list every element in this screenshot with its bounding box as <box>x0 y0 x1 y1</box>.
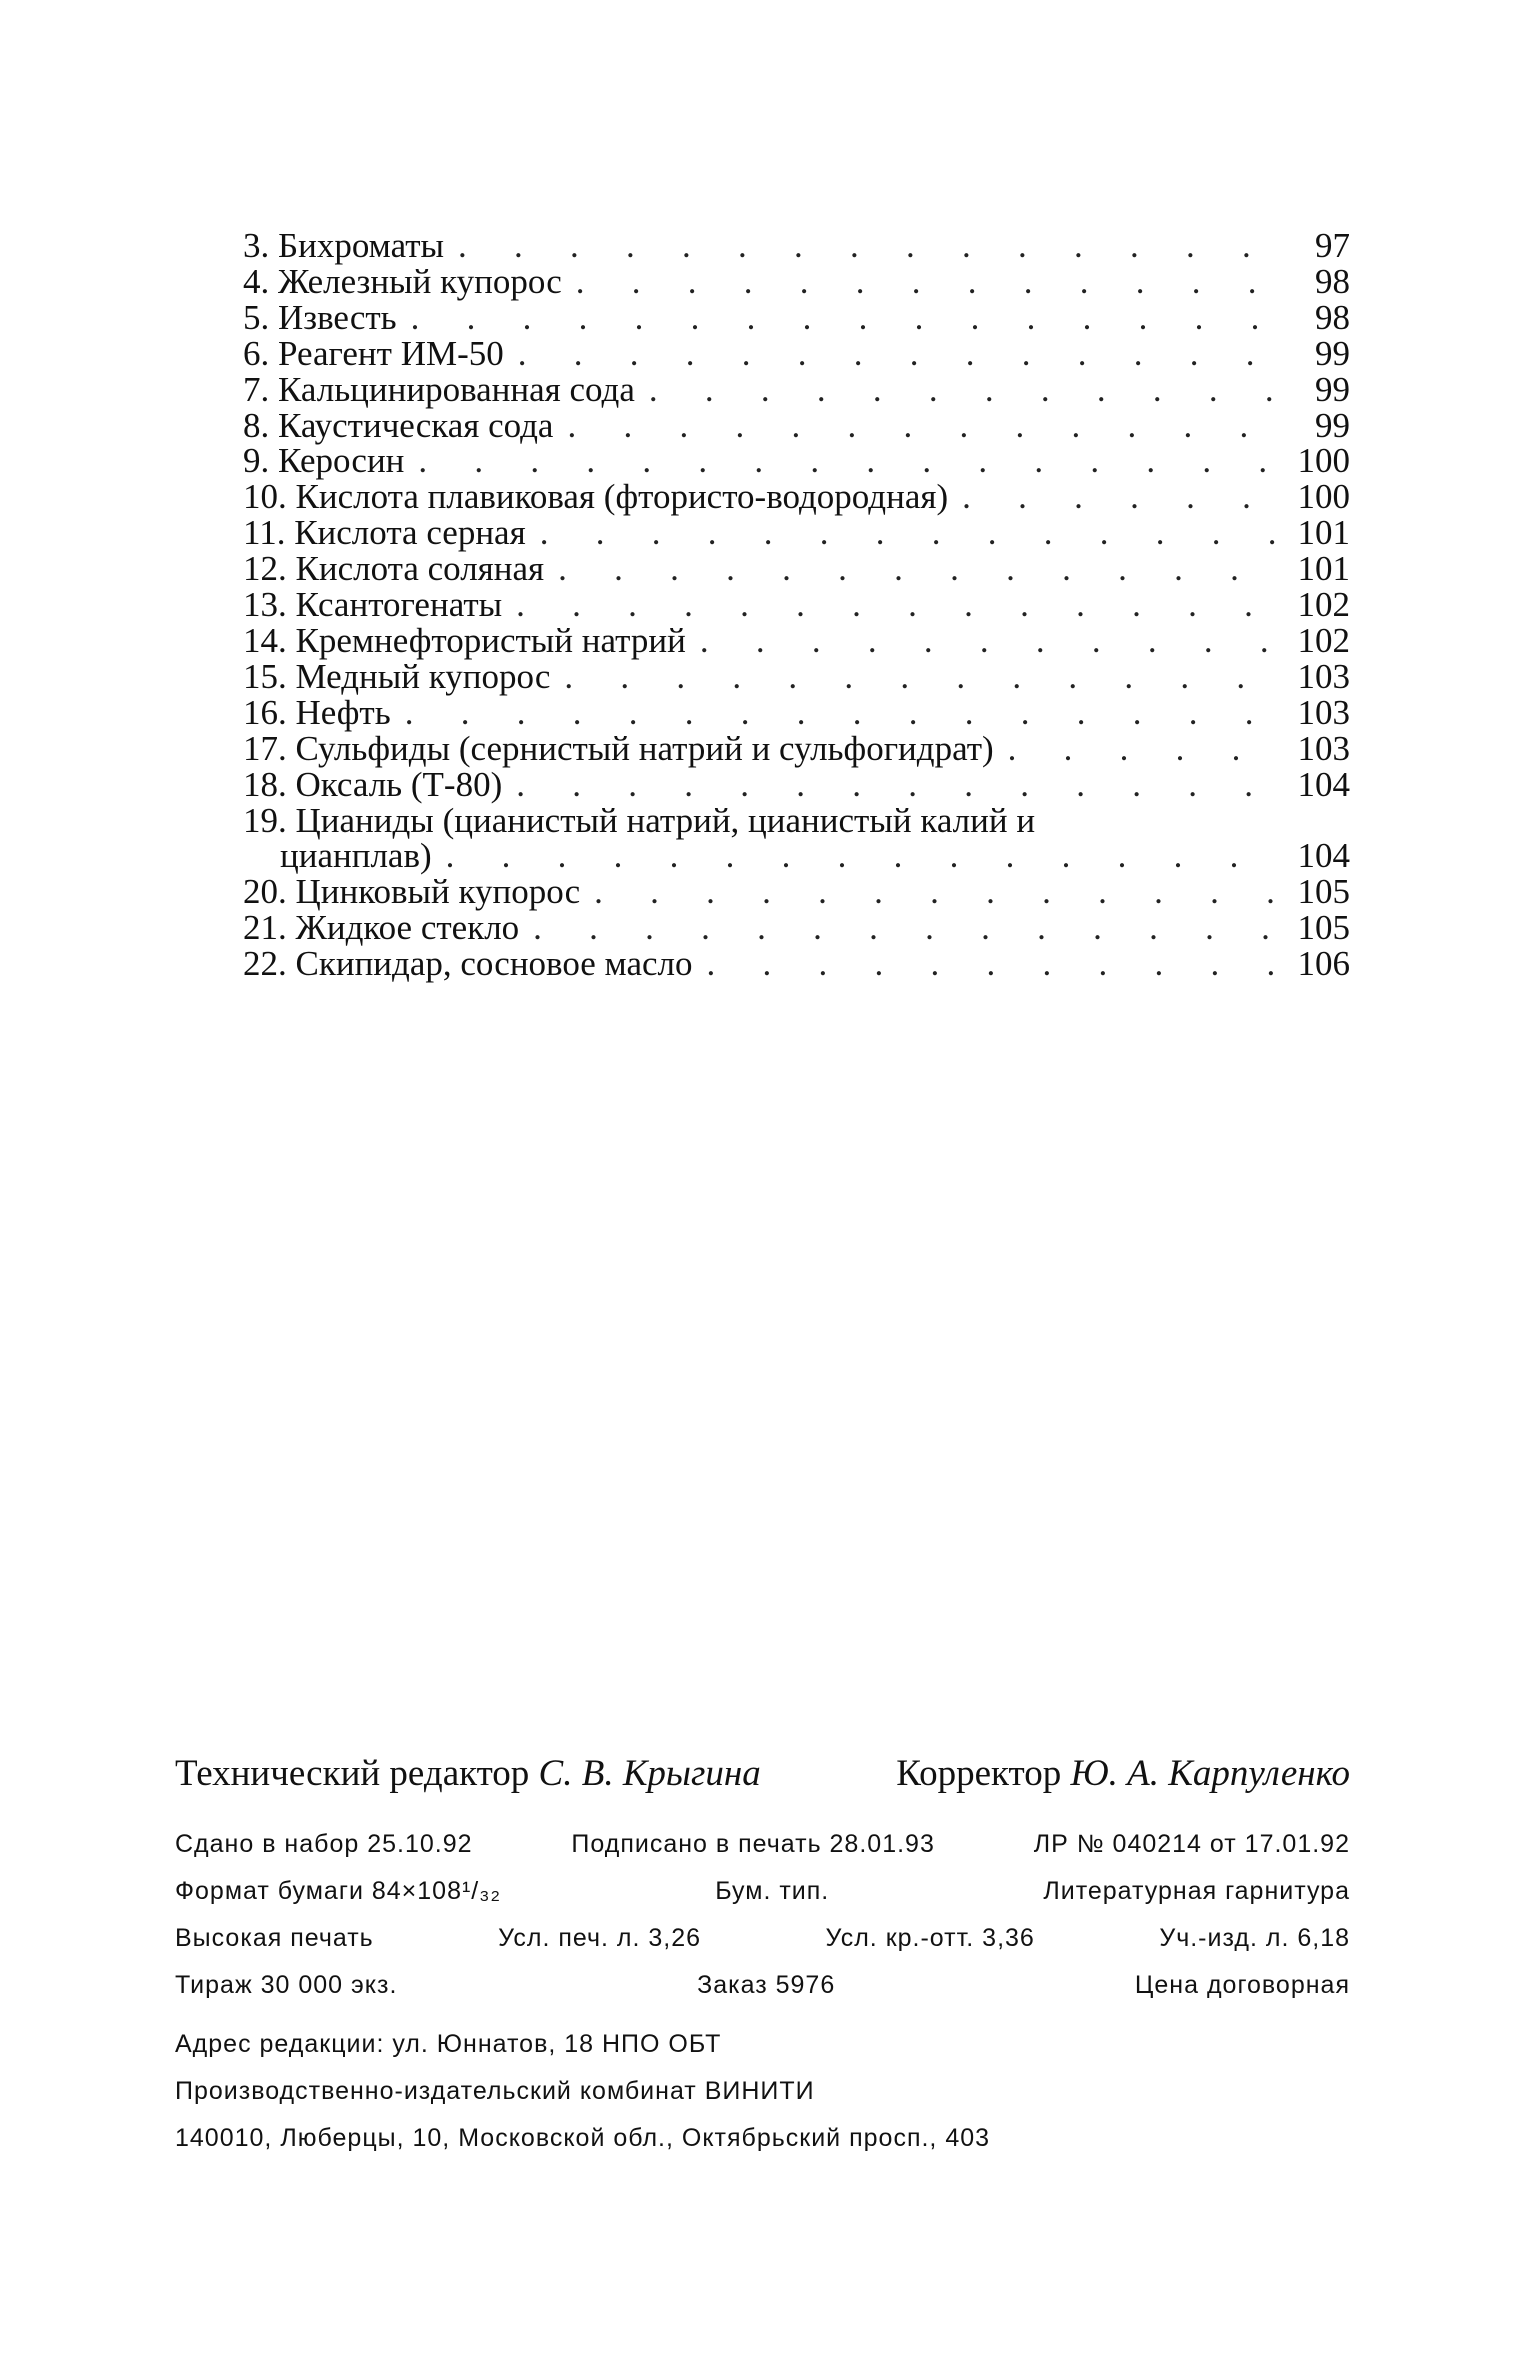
paper-format: Формат бумаги 84×108¹/₃₂ <box>175 1877 502 1905</box>
toc-page-number: 99 <box>1315 369 1350 409</box>
toc-row <box>243 656 1350 696</box>
toc-page-number: 103 <box>1297 656 1350 696</box>
toc-row <box>243 405 1350 445</box>
dot-leader <box>558 551 1280 587</box>
toc-row <box>243 728 1350 768</box>
toc-row <box>243 620 1350 660</box>
proofreader-label: Корректор <box>896 1753 1062 1794</box>
publisher-sheets: Уч.-изд. л. 6,18 <box>1159 1924 1350 1952</box>
technical-editor-name: С. В. Крыгина <box>538 1753 761 1794</box>
toc-row <box>243 946 1350 982</box>
toc-row <box>243 764 1350 804</box>
dot-leader <box>700 623 1280 659</box>
imprint-line <box>175 1877 1350 1924</box>
imprint-line <box>175 1971 1350 2018</box>
toc-entry: 13. Ксантогенаты <box>243 585 503 625</box>
proofreader <box>896 1752 1350 1795</box>
toc-entry: 17. Сульфиды (сернистый натрий и сульфогидрат) <box>243 728 994 768</box>
publication-imprint <box>175 1830 1350 2171</box>
toc-entry: 22. Скипидар, сосновое масло <box>243 944 693 984</box>
dot-leader <box>564 659 1280 695</box>
toc-row <box>243 228 1350 264</box>
toc-entry: 7. Кальцинированная сода <box>243 369 635 409</box>
toc-row <box>243 587 1350 623</box>
toc-row <box>243 515 1350 551</box>
toc-page-number: 106 <box>1297 944 1350 984</box>
dot-leader <box>594 874 1280 910</box>
toc-page-number: 103 <box>1297 692 1350 732</box>
plant-address: 140010, Люберцы, 10, Московской обл., Октябрьский просп., 403 <box>175 2124 991 2152</box>
editors-credits <box>175 1752 1350 1795</box>
toc-row <box>243 479 1350 515</box>
printed-sheets: Усл. печ. л. 3,26 <box>498 1924 702 1952</box>
toc-page-number: 99 <box>1315 405 1350 445</box>
toc-entry: 18. Оксаль (Т-80) <box>243 764 503 804</box>
dot-leader <box>540 515 1280 551</box>
toc-page-number: 104 <box>1297 764 1350 804</box>
imprint-line <box>175 1830 1350 1877</box>
toc-page-number: 101 <box>1297 549 1350 589</box>
toc-page-number: 99 <box>1315 333 1350 373</box>
imprint-line <box>175 1924 1350 1971</box>
toc-row <box>243 333 1350 373</box>
dot-leader <box>576 264 1280 300</box>
toc-page-number: 97 <box>1315 226 1350 265</box>
color-impressions: Усл. кр.-отт. 3,36 <box>825 1924 1035 1952</box>
toc-row <box>243 297 1350 337</box>
dot-leader <box>411 300 1280 336</box>
toc-row <box>243 910 1350 946</box>
dot-leader <box>707 946 1281 982</box>
dot-leader <box>405 695 1280 731</box>
dot-leader <box>533 910 1280 946</box>
toc-page-number: 102 <box>1297 585 1350 625</box>
toc-page-number: 105 <box>1297 908 1350 948</box>
print-run: Тираж 30 000 экз. <box>175 1971 398 1999</box>
dot-leader <box>1008 731 1280 767</box>
toc-entry: 11. Кислота серная <box>243 513 526 553</box>
toc-entry: 8. Каустическая сода <box>243 405 554 445</box>
dot-leader <box>446 838 1280 874</box>
toc-page-number: 105 <box>1297 872 1350 912</box>
toc-entry: 14. Кремнефтористый натрий <box>243 620 686 660</box>
toc-row <box>243 443 1350 479</box>
toc-page-number: 98 <box>1315 297 1350 337</box>
toc-entry: 19. Цианиды (цианистый натрий, цианистый калий и <box>243 800 1036 840</box>
toc-entry: 21. Жидкое стекло <box>243 908 520 948</box>
technical-editor <box>175 1752 761 1795</box>
dot-leader <box>458 228 1280 264</box>
toc-row <box>243 551 1350 587</box>
toc-page-number: 104 <box>1297 836 1350 876</box>
toc-entry: 6. Реагент ИМ-50 <box>243 333 504 373</box>
toc-page-number: 100 <box>1297 477 1350 517</box>
typeface: Литературная гарнитура <box>1043 1877 1350 1905</box>
toc-row <box>243 800 1350 840</box>
print-method: Высокая печать <box>175 1924 374 1952</box>
toc-entry: 5. Известь <box>243 297 397 337</box>
dot-leader <box>418 443 1280 479</box>
toc-entry: 12. Кислота соляная <box>243 549 545 589</box>
technical-editor-label: Технический редактор <box>175 1753 530 1794</box>
editorial-address: Адрес редакции: ул. Юннатов, 18 НПО ОБТ <box>175 2030 722 2058</box>
dot-leader <box>518 336 1280 372</box>
toc-page-number: 100 <box>1297 441 1350 481</box>
dot-leader <box>962 479 1280 515</box>
price: Цена договорная <box>1134 1971 1350 1999</box>
toc-entry: 10. Кислота плавиковая (фтористо-водородная) <box>243 477 949 517</box>
toc-row <box>243 874 1350 910</box>
toc-page-number: 103 <box>1297 728 1350 768</box>
toc-entry: 15. Медный купорос <box>243 656 551 696</box>
dot-leader <box>567 408 1280 444</box>
dot-leader <box>649 372 1280 408</box>
dot-leader <box>516 587 1280 623</box>
table-of-contents <box>243 228 1350 982</box>
toc-entry: 4. Железный купорос <box>243 261 562 301</box>
toc-entry: 9. Керосин <box>243 441 405 481</box>
toc-row <box>243 838 1350 874</box>
toc-row <box>243 692 1350 732</box>
paper-type: Бум. тип. <box>715 1877 830 1905</box>
typeset-date: Сдано в набор 25.10.92 <box>175 1830 473 1858</box>
toc-page-number: 102 <box>1297 620 1350 660</box>
toc-page-number: 101 <box>1297 513 1350 553</box>
license-number: ЛР № 040214 от 17.01.92 <box>1033 1830 1350 1858</box>
toc-entry: 16. Нефть <box>243 692 391 732</box>
toc-row <box>243 261 1350 301</box>
toc-row <box>243 369 1350 409</box>
toc-entry: 20. Цинковый купорос <box>243 872 581 912</box>
order-number: Заказ 5976 <box>697 1971 836 1999</box>
print-signed-date: Подписано в печать 28.01.93 <box>571 1830 935 1858</box>
toc-entry: 3. Бихроматы <box>243 226 445 265</box>
dot-leader <box>516 767 1280 803</box>
proofreader-name: Ю. А. Карпуленко <box>1070 1753 1350 1794</box>
printing-plant: Производственно-издательский комбинат ВИНИТИ <box>175 2077 815 2105</box>
toc-page-number: 98 <box>1315 261 1350 301</box>
toc-entry: цианплав) <box>280 836 432 876</box>
